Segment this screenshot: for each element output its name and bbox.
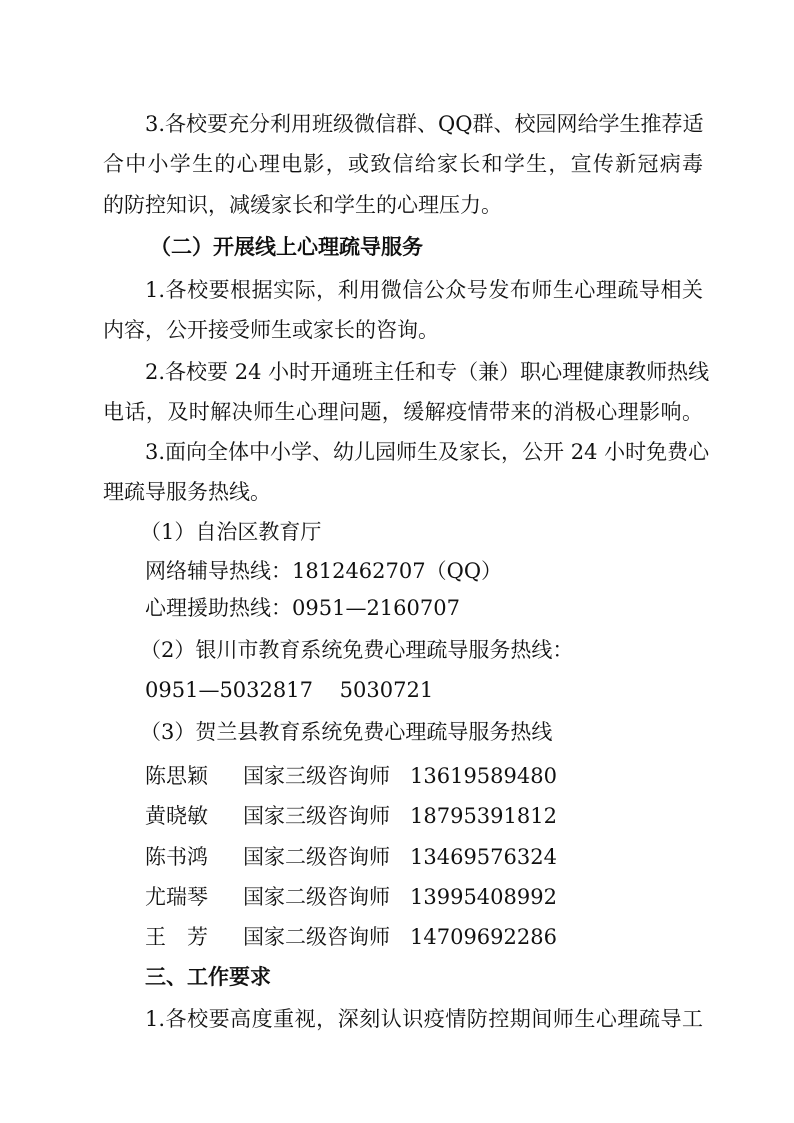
- paragraph-line: 1.各校要高度重视，深刻认识疫情防控期间师生心理疏导工: [145, 1007, 703, 1031]
- hotline-online: 网络辅导热线：1812462707（QQ）: [145, 559, 503, 583]
- contact-phone: 13995408992: [410, 885, 557, 909]
- contact-title: 国家二级咨询师: [243, 885, 390, 909]
- hotline-group-title: （1）自治区教育厅: [140, 520, 322, 544]
- paragraph-line: 1.各校要根据实际，利用微信公众号发布师生心理疏导相关: [145, 278, 703, 302]
- section-heading: （二）开展线上心理疏导服务: [150, 235, 423, 259]
- paragraph-line: 内容，公开接受师生或家长的咨询。: [103, 318, 439, 342]
- contact-title: 国家三级咨询师: [243, 804, 390, 828]
- contact-name: 黄晓敏: [145, 804, 208, 828]
- contact-phone: 13469576324: [410, 845, 557, 869]
- contact-name: 王 芳: [145, 925, 208, 949]
- hotline-group-title: （3）贺兰县教育系统免费心理疏导服务热线: [140, 720, 553, 744]
- contact-name: 尤瑞琴: [145, 885, 208, 909]
- paragraph-line: 3.各校要充分利用班级微信群、QQ群、校园网给学生推荐适: [145, 112, 704, 136]
- section-heading: 三、工作要求: [145, 965, 271, 989]
- contact-phone: 14709692286: [410, 925, 557, 949]
- paragraph-line: 合中小学生的心理电影，或致信给家长和学生，宣传新冠病毒: [103, 152, 703, 176]
- hotline-group-title: （2）银川市教育系统免费心理疏导服务热线：: [140, 638, 574, 662]
- contact-name: 陈书鸿: [145, 845, 208, 869]
- paragraph-line: 的防控知识，减缓家长和学生的心理压力。: [103, 193, 502, 217]
- paragraph-line: 理疏导服务热线。: [103, 480, 271, 504]
- contact-name: 陈思颖: [145, 764, 208, 788]
- hotline-psych: 心理援助热线：0951—2160707: [145, 596, 460, 620]
- contact-title: 国家二级咨询师: [243, 925, 390, 949]
- contact-title: 国家二级咨询师: [243, 845, 390, 869]
- contact-phone: 13619589480: [410, 764, 557, 788]
- paragraph-line: 2.各校要 24 小时开通班主任和专（兼）职心理健康教师热线: [145, 360, 710, 384]
- paragraph-line: 3.面向全体中小学、幼儿园师生及家长，公开 24 小时免费心: [145, 440, 710, 464]
- hotline-numbers: 0951—5032817 5030721: [145, 678, 434, 702]
- contact-title: 国家三级咨询师: [243, 764, 390, 788]
- contact-phone: 18795391812: [410, 804, 557, 828]
- paragraph-line: 电话，及时解决师生心理问题，缓解疫情带来的消极心理影响。: [103, 400, 703, 424]
